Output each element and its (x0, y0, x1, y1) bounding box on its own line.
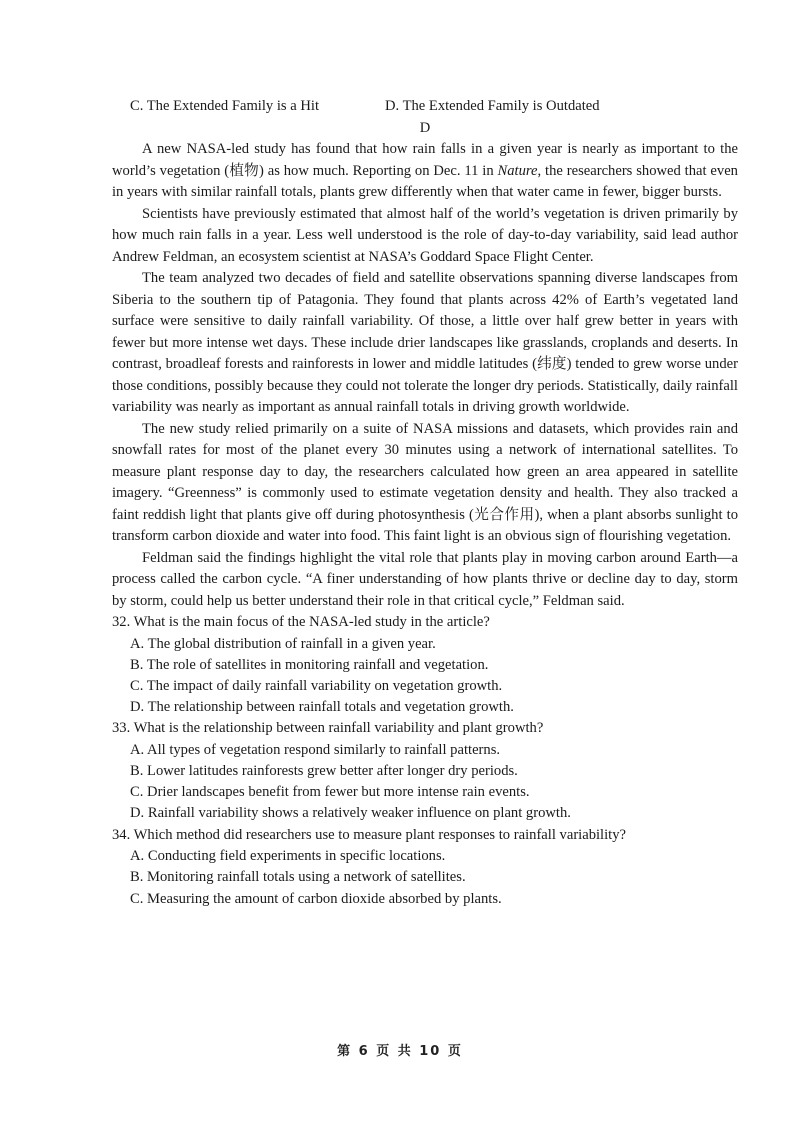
passage-paragraph-5: Feldman said the findings highlight the vital role that plants play in moving carbon around Earth—a process called the carbon cycle. “A finer understanding of how plants thrive or decline day to day, storm by storm, could help us better understand their role in that critical cycle,” Feldman said. (112, 549, 738, 609)
paragraph-text: A new NASA-led study has found that how rain falls in a given year is nearly as important to the world’s vegetation (植物) as how much. Reporting on Dec. 11 in (112, 141, 738, 179)
question-stem: 34. Which method did researchers use to measure plant responses to rainfall variability? (112, 826, 626, 843)
passage-paragraph-2: Scientists have previously estimated that almost half of the world’s vegetation is driven primarily by how much rain falls in a year. Less well understood is the role of day-to-day variability, said lead author Andrew Feldman, an ecosystem scientist at NASA’s Goddard Space Flight Center. (112, 205, 738, 265)
passage-paragraph-3: The team analyzed two decades of field and satellite observations spanning diverse landscapes from Siberia to the southern tip of Patagonia. They found that plants across 42% of Earth’s vegetated land surface were sensitive to daily rainfall variability. Of those, a little over half grew better in years with fewer but more intense wet days. These include drier landscapes like grasslands, croplands and deserts. In contrast, broadleaf forests and rainforests in lower and middle latitudes (纬度) tended to grew worse under those conditions, possibly because they could not tolerate the longer dry periods. Statistically, daily rainfall variability was nearly as important as annual rainfall totals in driving growth worldwide. (112, 270, 738, 415)
option-d: D. The relationship between rainfall totals and vegetation growth. (130, 699, 514, 716)
question-33 (112, 718, 738, 824)
passage-paragraph-4: The new study relied primarily on a suite of NASA missions and datasets, which provides rain and snowfall rates for most of the planet every 30 minutes using a network of international satellites. To measure plant response day to day, the researchers calculated how green an area appeared in satellite imagery. “Greenness” is commonly used to estimate vegetation density and health. They also tracked a faint reddish light that plants give off during photosynthesis (光合作用), when a plant absorbs sunlight to transform carbon dioxide and water into food. This faint light is an obvious sign of flourishing vegetation. (112, 420, 738, 544)
passage-paragraph-1 (112, 139, 738, 204)
previous-option-d: D. The Extended Family is Outdated (385, 98, 600, 114)
reading-passage (112, 139, 738, 612)
question-stem: 32. What is the main focus of the NASA-led study in the article? (112, 614, 490, 630)
paragraph-text: , the researchers showed that even in years with similar rainfall totals, plants grew differently when that water came in fewer, bigger bursts. (112, 162, 738, 200)
option-c: C. Measuring the amount of carbon dioxide absorbed by plants. (130, 890, 502, 907)
question-stem: 33. What is the relationship between rainfall variability and plant growth? (112, 720, 544, 737)
option-b: B. Monitoring rainfall totals using a network of satellites. (130, 869, 466, 886)
option-a: A. The global distribution of rainfall in a given year. (130, 635, 436, 652)
option-b: B. The role of satellites in monitoring rainfall and vegetation. (130, 656, 489, 673)
option-c: C. Drier landscapes benefit from fewer but more intense rain events. (130, 784, 530, 801)
option-b: B. Lower latitudes rainforests grew better after longer dry periods. (130, 763, 518, 780)
option-a: A. All types of vegetation respond similarly to rainfall patterns. (130, 741, 501, 758)
journal-title: Nature (497, 162, 538, 179)
exam-page (112, 96, 738, 910)
option-c: C. The impact of daily rainfall variability on vegetation growth. (130, 677, 503, 694)
previous-question-options (112, 96, 738, 118)
option-d: D. Rainfall variability shows a relatively weaker influence on plant growth. (130, 805, 571, 822)
section-letter: D (419, 120, 431, 136)
page-number-footer: 第 6 页 共 10 页 (337, 1044, 463, 1059)
question-32 (112, 612, 738, 718)
question-34 (112, 825, 738, 910)
previous-option-c: C. The Extended Family is a Hit (130, 98, 320, 114)
option-a: A. Conducting field experiments in specific locations. (130, 848, 446, 865)
